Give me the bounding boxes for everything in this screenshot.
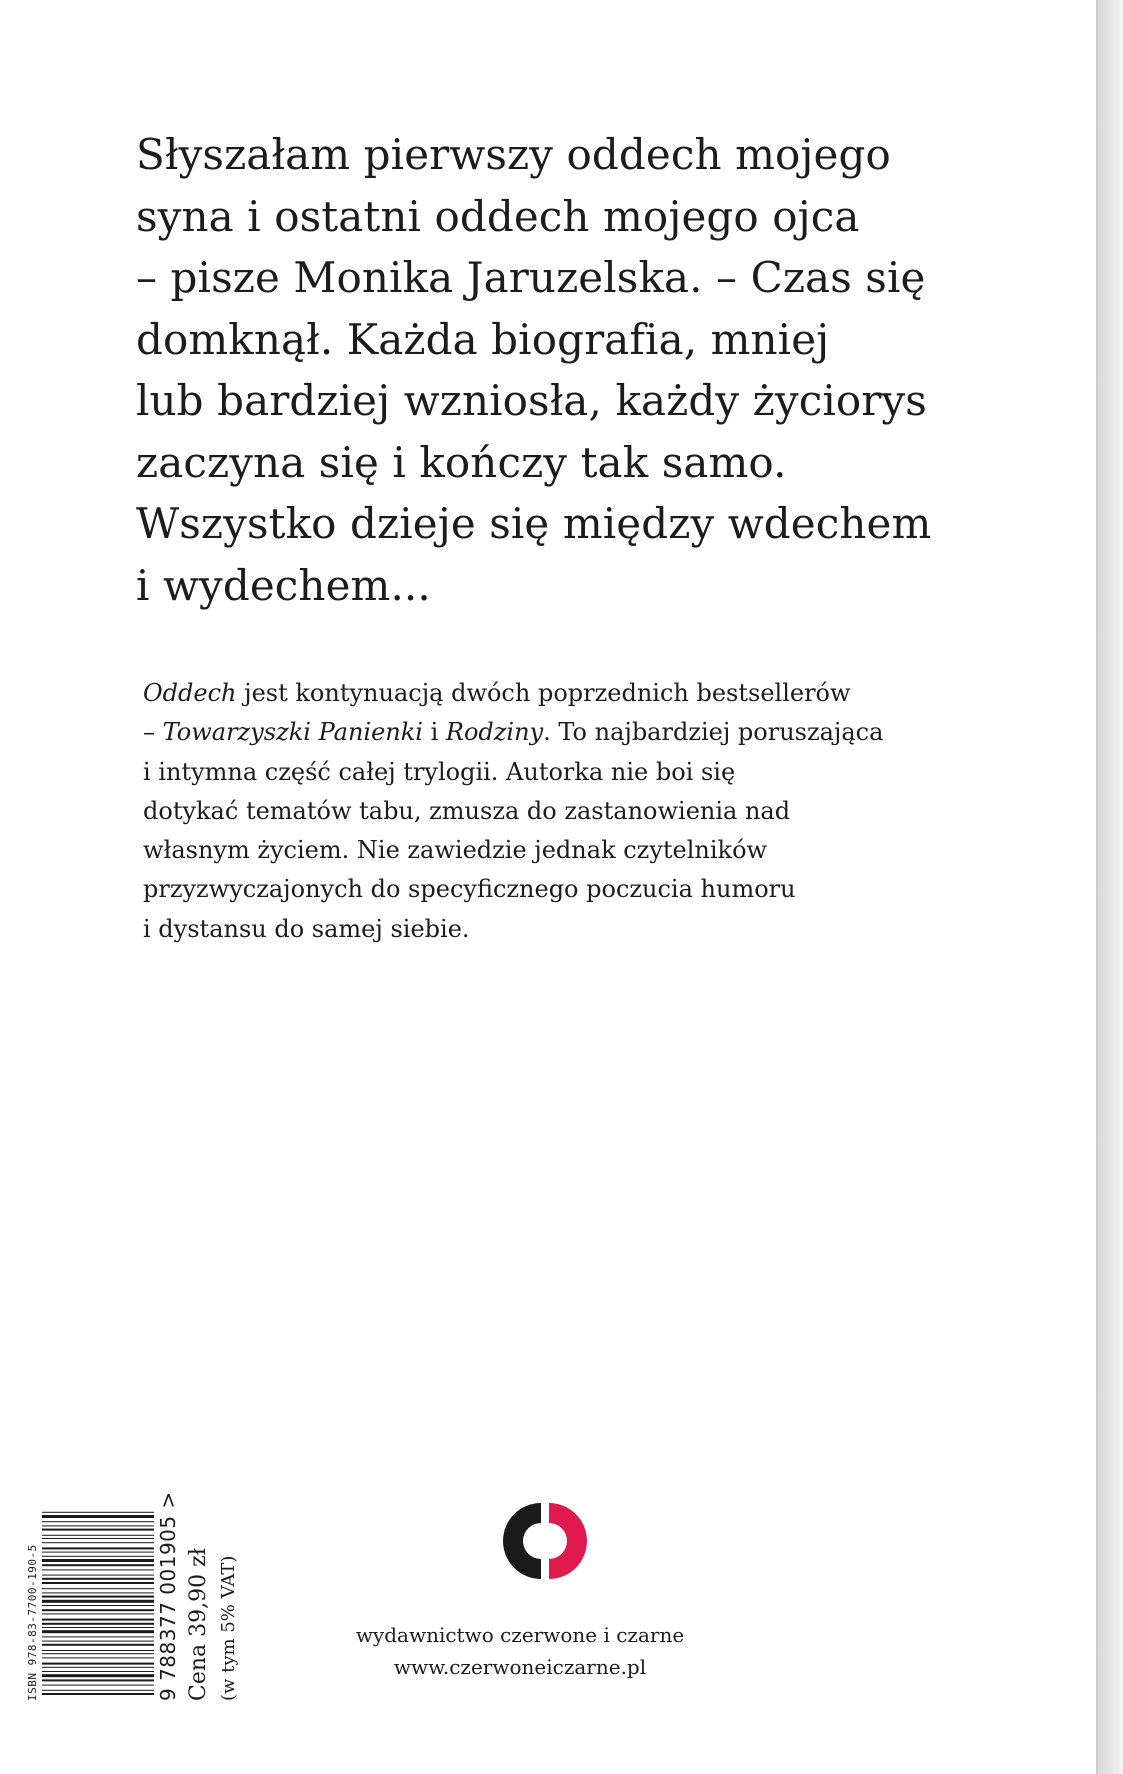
page-edge bbox=[1098, 0, 1123, 1774]
description-text: – bbox=[143, 718, 163, 747]
barcode-bar bbox=[42, 1650, 154, 1651]
cover-quote bbox=[136, 124, 956, 616]
publisher-info bbox=[330, 1619, 710, 1683]
barcode-bar bbox=[42, 1515, 154, 1518]
barcode-bar bbox=[42, 1521, 154, 1522]
quote-line: Wszystko dzieje się między wdechem bbox=[136, 499, 932, 548]
barcode-bar bbox=[42, 1600, 154, 1603]
barcode-bar bbox=[42, 1556, 154, 1557]
barcode-bar bbox=[42, 1657, 154, 1658]
barcode-bar bbox=[42, 1596, 154, 1598]
barcode-bar bbox=[42, 1588, 154, 1589]
barcode-bar bbox=[42, 1653, 154, 1654]
description-line bbox=[143, 674, 923, 713]
book-title-italic: Oddech bbox=[143, 679, 237, 707]
barcode-bar bbox=[42, 1619, 154, 1621]
barcode-bar bbox=[42, 1605, 154, 1606]
barcode-bar bbox=[42, 1552, 154, 1553]
price-label: Cena 39,90 zł bbox=[186, 1548, 211, 1701]
description-line: i intymna część całej trylogii. Autorka nie boi się bbox=[143, 757, 736, 786]
barcode-bar bbox=[42, 1592, 154, 1593]
isbn-label: ISBN 978-83-7700-190-5 bbox=[26, 1544, 39, 1701]
quote-line: Słyszałam pierwszy oddech mojego bbox=[136, 130, 891, 179]
barcode-bar bbox=[42, 1679, 154, 1681]
barcode-bar bbox=[42, 1529, 154, 1531]
barcode-bar bbox=[42, 1685, 154, 1686]
description-line: przyzwyczajonych do specyficznego poczucia humoru bbox=[143, 875, 796, 904]
vat-label: (w tym 5% VAT) bbox=[218, 1555, 239, 1701]
publisher-logo-icon bbox=[503, 1499, 587, 1583]
barcode-bar bbox=[42, 1542, 154, 1543]
barcode-icon bbox=[42, 1507, 154, 1697]
barcode-bar bbox=[42, 1575, 154, 1576]
barcode-bar bbox=[42, 1559, 154, 1562]
description-line: dotykać tematów tabu, zmusza do zastanowienia nad bbox=[143, 796, 791, 825]
description-text: jest kontynuacją dwóch poprzednich bestsellerów bbox=[236, 679, 851, 707]
barcode-bar bbox=[42, 1569, 154, 1570]
book-description bbox=[143, 674, 923, 949]
barcode-bar bbox=[42, 1578, 154, 1580]
quote-line: syna i ostatni oddech mojego ojca bbox=[136, 191, 860, 241]
barcode-bar bbox=[42, 1525, 154, 1526]
barcode-bar bbox=[42, 1564, 154, 1566]
barcode-bar bbox=[42, 1641, 154, 1642]
barcode-bar bbox=[42, 1663, 154, 1665]
barcode-bar bbox=[42, 1538, 154, 1539]
barcode-bar bbox=[42, 1613, 154, 1614]
barcode-bar bbox=[42, 1609, 154, 1611]
quote-line: lub bardziej wzniosła, każdy życiorys bbox=[136, 376, 927, 425]
description-text: . To najbardziej poruszająca bbox=[543, 718, 884, 747]
barcode-bar bbox=[42, 1644, 154, 1646]
book-title-italic: Rodziny bbox=[445, 718, 544, 747]
barcode-digits: 9 788377 001905 > bbox=[156, 1491, 180, 1701]
barcode-bar bbox=[42, 1582, 154, 1584]
quote-line: i wydechem... bbox=[136, 560, 431, 610]
barcode-bar bbox=[42, 1636, 154, 1637]
description-text: i bbox=[422, 718, 446, 747]
quote-line: domknął. Każda biografia, mniej bbox=[136, 314, 830, 364]
barcode-bar bbox=[42, 1674, 154, 1677]
publisher-url: www.czerwoneiczarne.pl bbox=[393, 1655, 647, 1679]
barcode-bar bbox=[42, 1547, 154, 1549]
description-line: i dystansu do samej siebie. bbox=[143, 914, 470, 943]
quote-line: – pisze Monika Jaruzelska. – Czas się bbox=[136, 253, 926, 302]
barcode-bar bbox=[42, 1667, 154, 1668]
barcode-bar bbox=[42, 1671, 154, 1672]
quote-line: zaczyna się i kończy tak samo. bbox=[136, 437, 787, 487]
barcode-bar bbox=[42, 1627, 154, 1628]
barcode-bar bbox=[42, 1512, 154, 1513]
book-title-italic: Towarzyszki Panienki bbox=[162, 718, 423, 747]
barcode-bar bbox=[42, 1623, 154, 1625]
barcode-bar bbox=[42, 1535, 154, 1536]
barcode-bar bbox=[42, 1630, 154, 1633]
description-line bbox=[143, 713, 923, 752]
barcode-bar bbox=[42, 1690, 154, 1691]
barcode-bar bbox=[42, 1693, 154, 1695]
publisher-name: wydawnictwo czerwone i czarne bbox=[355, 1623, 685, 1647]
description-line: własnym życiem. Nie zawiedzie jednak czytelników bbox=[143, 836, 768, 865]
barcode-block bbox=[26, 1486, 252, 1701]
